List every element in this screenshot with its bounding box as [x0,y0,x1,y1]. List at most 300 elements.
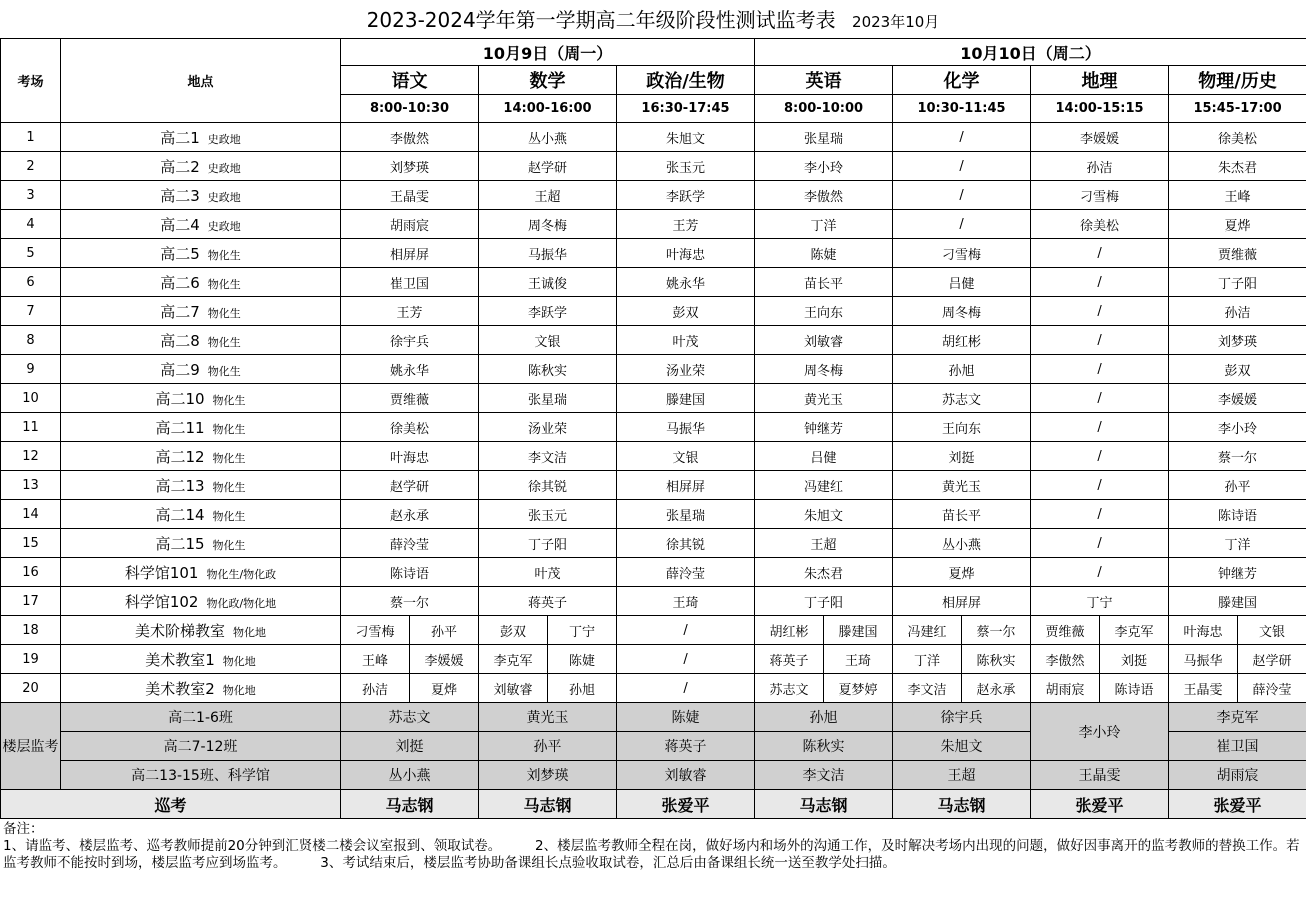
header-location: 地点 [61,39,341,123]
proctor-cell: 冯建红 [893,616,962,645]
room-number: 10 [1,384,61,413]
subject-combo-tag: 物化生 [207,364,241,378]
proctor-cell: 徐宇兵 [341,326,479,355]
location-cell [61,616,341,645]
table-row [1,326,1306,355]
location-name: 高二11 [155,418,205,437]
proctor-cell: / [1031,558,1169,587]
proctor-cell: / [617,616,755,645]
subject-combo-tag: 物化生 [207,248,241,262]
proctor-cell: 王芳 [617,210,755,239]
patrol-proctor: 马志钢 [479,790,617,819]
proctor-cell: 徐美松 [1031,210,1169,239]
proctor-cell: 刘梦瑛 [1169,326,1306,355]
location-cell [61,123,341,152]
proctor-cell: 蔡一尔 [1169,442,1306,471]
room-number: 18 [1,616,61,645]
proctor-cell: 陈诗语 [1100,674,1169,703]
proctor-cell: 赵学研 [479,152,617,181]
location-cell [61,181,341,210]
proctor-cell: / [1031,413,1169,442]
floor-proctor: 苏志文 [341,703,479,732]
room-number: 2 [1,152,61,181]
table-row [1,558,1306,587]
proctor-cell: 相屏屏 [341,239,479,268]
table-row [1,442,1306,471]
proctor-cell: 黄光玉 [755,384,893,413]
proctor-cell: 滕建国 [824,616,893,645]
floor-proctor: 徐宇兵 [893,703,1031,732]
proctor-cell: 吕健 [755,442,893,471]
proctor-cell: / [1031,500,1169,529]
proctor-cell: 周冬梅 [893,297,1031,326]
proctor-cell: 胡红彬 [755,616,824,645]
notes-head: 备注： [3,821,44,837]
time-header: 14:00-16:00 [479,95,617,123]
table-row [1,123,1306,152]
location-name: 高二9 [160,360,200,379]
proctor-cell: 贾维薇 [1031,616,1100,645]
proctor-cell: 赵永承 [962,674,1031,703]
proctor-cell: 胡雨宸 [341,210,479,239]
proctor-cell: 丁子阳 [479,529,617,558]
proctor-cell: 刁雪梅 [893,239,1031,268]
table-row [1,500,1306,529]
floor-proctor: 王超 [893,761,1031,790]
table-row [1,152,1306,181]
proctor-cell: 薛泠莹 [341,529,479,558]
proctor-cell: 徐其锐 [479,471,617,500]
table-row [1,587,1306,616]
location-name: 美术阶梯教室 [134,621,225,640]
proctor-cell: 薛泠莹 [617,558,755,587]
proctor-cell: 朱旭文 [755,500,893,529]
proctor-cell: 孙旭 [893,355,1031,384]
table-row [1,529,1306,558]
location-cell [61,326,341,355]
proctor-cell: 崔卫国 [341,268,479,297]
table-row [1,181,1306,210]
location-cell [61,268,341,297]
proctor-cell: 彭双 [617,297,755,326]
floor-proctor: 刘挺 [341,732,479,761]
location-name: 高二10 [155,389,205,408]
proctor-cell: 冯建红 [755,471,893,500]
floor-proctor: 崔卫国 [1169,732,1306,761]
proctor-cell: 李文洁 [893,674,962,703]
patrol-row [1,790,1306,819]
floor-proctor: 陈秋实 [755,732,893,761]
proctor-cell: 孙洁 [1031,152,1169,181]
proctor-cell: 刘梦瑛 [341,152,479,181]
subject-header: 语文 [341,66,479,95]
proctor-cell: 丁子阳 [755,587,893,616]
proctor-cell: 丁洋 [755,210,893,239]
subject-header: 数学 [479,66,617,95]
proctor-cell: 王向东 [755,297,893,326]
location-name: 美术教室2 [145,679,215,698]
location-name: 美术教室1 [145,650,215,669]
location-cell [61,384,341,413]
proctor-cell: 叶海忠 [617,239,755,268]
location-cell [61,210,341,239]
proctor-cell: 孙洁 [341,674,410,703]
proctor-cell: 赵永承 [341,500,479,529]
proctor-cell: 叶茂 [479,558,617,587]
proctor-cell: 张玉元 [617,152,755,181]
subject-combo-tag: 物化地 [222,683,256,697]
proctor-cell: 王超 [755,529,893,558]
room-number: 4 [1,210,61,239]
proctor-cell: 王峰 [1169,181,1306,210]
time-header: 15:45-17:00 [1169,95,1306,123]
subject-header: 政治/生物 [617,66,755,95]
proctor-cell: 朱杰君 [755,558,893,587]
proctor-cell: 钟继芳 [755,413,893,442]
proctor-cell: 孙平 [410,616,479,645]
title-text: 2023-2024学年第一学期高二年级阶段性测试监考表 [366,8,836,32]
proctor-cell: 苏志文 [755,674,824,703]
patrol-proctor: 马志钢 [755,790,893,819]
proctor-cell: 张星瑞 [755,123,893,152]
proctor-cell: / [1031,355,1169,384]
table-row [1,616,1306,645]
subject-combo-tag: 物化生 [212,538,246,552]
proctor-cell: 苏志文 [893,384,1031,413]
proctor-cell: 王琦 [617,587,755,616]
proctor-cell: 吕健 [893,268,1031,297]
proctor-cell: 贾维薇 [1169,239,1306,268]
subject-combo-tag: 物化生 [207,306,241,320]
proctor-cell: 夏烨 [893,558,1031,587]
notes-body: 1、请监考、楼层监考、巡考教师提前20分钟到汇贤楼二楼会议室报到、领取试卷。 2、楼层监考教师全程在岗，做好场内和场外的沟通工作，及时解决考场内出现的问题，做好因事离开的监考教师的替换工作。若监考教师不能按时到场，楼层监考应到场监考。 3、考试结束后，楼层监考协助备课组长点验收取试卷，汇总后由备课组长统一送至教学处扫描。 [3,838,1300,871]
proctor-cell: / [893,123,1031,152]
page-title [0,0,1306,38]
patrol-label: 巡考 [1,790,341,819]
proctor-cell: 丁洋 [1169,529,1306,558]
proctor-cell: 姚永华 [341,355,479,384]
floor-area: 高二7-12班 [61,732,341,761]
proctor-cell: 王超 [479,181,617,210]
proctor-cell: 胡红彬 [893,326,1031,355]
proctor-cell: 李媛媛 [1169,384,1306,413]
room-number: 15 [1,529,61,558]
proctor-cell: / [893,181,1031,210]
subject-combo-tag: 物化政/物化地 [206,596,277,610]
proctor-cell: 刘敏睿 [755,326,893,355]
room-number: 14 [1,500,61,529]
patrol-proctor: 马志钢 [341,790,479,819]
proctor-cell: 姚永华 [617,268,755,297]
location-cell [61,297,341,326]
patrol-proctor: 张爱平 [1169,790,1306,819]
proctor-cell: 夏烨 [1169,210,1306,239]
floor-area: 高二13-15班、科学馆 [61,761,341,790]
table-row [1,210,1306,239]
subject-header: 化学 [893,66,1031,95]
location-name: 高二4 [160,215,200,234]
table-row [1,471,1306,500]
title-date: 2023年10月 [852,13,940,31]
proctor-cell: 薛泠莹 [1238,674,1306,703]
location-name: 高二14 [155,505,205,524]
location-name: 高二6 [160,273,200,292]
location-cell [61,239,341,268]
proctor-cell: 蔡一尔 [962,616,1031,645]
subject-combo-tag: 史政地 [207,219,241,233]
room-number: 17 [1,587,61,616]
table-row [1,355,1306,384]
room-number: 16 [1,558,61,587]
location-cell [61,413,341,442]
proctor-cell: 刁雪梅 [341,616,410,645]
proctor-cell: 徐美松 [341,413,479,442]
proctor-cell: 陈婕 [755,239,893,268]
proctor-cell: 文银 [1238,616,1306,645]
subject-combo-tag: 物化生 [212,451,246,465]
floor-proctor: 刘梦瑛 [479,761,617,790]
proctor-cell: 李媛媛 [1031,123,1169,152]
proctor-cell: 苗长平 [893,500,1031,529]
proctor-cell: / [617,674,755,703]
subject-combo-tag: 物化生 [212,509,246,523]
proctor-cell: 徐美松 [1169,123,1306,152]
table-row [1,674,1306,703]
proctor-cell: 丁宁 [548,616,617,645]
subject-combo-tag: 史政地 [207,132,241,146]
subject-combo-tag: 史政地 [207,161,241,175]
location-name: 科学馆101 [124,563,199,582]
location-name: 科学馆102 [124,592,199,611]
proctor-cell: 蒋英子 [755,645,824,674]
proctor-cell: 夏梦婷 [824,674,893,703]
proctor-cell: 陈婕 [548,645,617,674]
floor-proctor: 李克军 [1169,703,1306,732]
table-row [1,413,1306,442]
proctor-cell: 陈秋实 [962,645,1031,674]
proctor-cell: 相屏屏 [617,471,755,500]
location-name: 高二1 [160,128,200,147]
proctor-cell: 丁洋 [893,645,962,674]
subject-header: 物理/历史 [1169,66,1306,95]
proctor-cell: 黄光玉 [893,471,1031,500]
location-name: 高二15 [155,534,205,553]
proctor-cell: 李媛媛 [410,645,479,674]
proctor-cell: 赵学研 [341,471,479,500]
floor-proctor: 刘敏睿 [617,761,755,790]
subject-combo-tag: 物化生 [212,422,246,436]
proctor-cell: 王晶雯 [341,181,479,210]
time-header: 16:30-17:45 [617,95,755,123]
room-number: 12 [1,442,61,471]
proctor-cell: 蔡一尔 [341,587,479,616]
proctor-cell: 赵学研 [1238,645,1306,674]
room-number: 7 [1,297,61,326]
proctor-cell: 汤业荣 [617,355,755,384]
location-cell [61,442,341,471]
floor-proctor: 黄光玉 [479,703,617,732]
proctor-cell: / [1031,326,1169,355]
proctor-cell: 李克军 [479,645,548,674]
floor-label: 楼层监考 [1,703,61,790]
proctor-cell: 徐其锐 [617,529,755,558]
proctor-cell: / [1031,268,1169,297]
proctor-cell: 孙洁 [1169,297,1306,326]
location-name: 高二2 [160,157,200,176]
time-header: 10:30-11:45 [893,95,1031,123]
proctor-cell: 叶茂 [617,326,755,355]
proctor-cell: 滕建国 [1169,587,1306,616]
room-number: 11 [1,413,61,442]
proctor-cell: 李傲然 [341,123,479,152]
proctor-cell: / [1031,239,1169,268]
floor-proctor: 朱旭文 [893,732,1031,761]
subject-combo-tag: 物化生 [207,277,241,291]
proctor-cell: 丛小燕 [893,529,1031,558]
proctor-cell: 相屏屏 [893,587,1031,616]
time-header: 8:00-10:30 [341,95,479,123]
notes [0,819,1306,874]
proctor-cell: 马振华 [479,239,617,268]
table-row [1,645,1306,674]
location-name: 高二3 [160,186,200,205]
location-cell [61,674,341,703]
room-number: 9 [1,355,61,384]
subject-combo-tag: 物化生 [212,393,246,407]
subject-combo-tag: 物化生/物化政 [206,567,277,581]
proctor-cell: 李跃学 [479,297,617,326]
proctor-cell: 刘敏睿 [479,674,548,703]
room-number: 8 [1,326,61,355]
patrol-proctor: 马志钢 [893,790,1031,819]
proctor-cell: 彭双 [479,616,548,645]
table-row [1,297,1306,326]
proctor-cell: 刁雪梅 [1031,181,1169,210]
subject-combo-tag: 物化生 [207,335,241,349]
proctor-cell: / [893,210,1031,239]
proctor-cell: 张星瑞 [479,384,617,413]
proctor-cell: 朱旭文 [617,123,755,152]
location-name: 高二5 [160,244,200,263]
floor-proctor: 王晶雯 [1031,761,1169,790]
schedule-table [0,38,1306,819]
proctor-cell: / [1031,442,1169,471]
subject-combo-tag: 史政地 [207,190,241,204]
proctor-cell: 丁子阳 [1169,268,1306,297]
proctor-cell: 马振华 [617,413,755,442]
floor-proctor: 李小玲 [1031,703,1169,761]
location-cell [61,558,341,587]
floor-proctor: 孙旭 [755,703,893,732]
header-room: 考场 [1,39,61,123]
floor-proctor: 丛小燕 [341,761,479,790]
proctor-cell: 叶海忠 [1169,616,1238,645]
header-day1: 10月9日（周一） [341,39,755,66]
room-number: 5 [1,239,61,268]
proctor-cell: 贾维薇 [341,384,479,413]
proctor-cell: / [893,152,1031,181]
floor-proctor: 胡雨宸 [1169,761,1306,790]
proctor-cell: 周冬梅 [479,210,617,239]
proctor-cell: / [617,645,755,674]
proctor-cell: 王晶雯 [1169,674,1238,703]
patrol-proctor: 张爱平 [617,790,755,819]
proctor-cell: 陈秋实 [479,355,617,384]
location-name: 高二8 [160,331,200,350]
proctor-cell: 王峰 [341,645,410,674]
proctor-cell: 蒋英子 [479,587,617,616]
proctor-cell: 滕建国 [617,384,755,413]
proctor-cell: 王芳 [341,297,479,326]
patrol-proctor: 张爱平 [1031,790,1169,819]
subject-combo-tag: 物化生 [212,480,246,494]
floor-proctor: 孙平 [479,732,617,761]
proctor-cell: 王向东 [893,413,1031,442]
time-header: 8:00-10:00 [755,95,893,123]
proctor-cell: 李小玲 [755,152,893,181]
room-number: 3 [1,181,61,210]
table-row [1,239,1306,268]
table-row [1,384,1306,413]
proctor-cell: 彭双 [1169,355,1306,384]
proctor-cell: 张星瑞 [617,500,755,529]
proctor-cell: 孙旭 [548,674,617,703]
proctor-cell: 刘挺 [893,442,1031,471]
proctor-cell: / [1031,297,1169,326]
location-cell [61,152,341,181]
time-header: 14:00-15:15 [1031,95,1169,123]
proctor-cell: 孙平 [1169,471,1306,500]
proctor-cell: 周冬梅 [755,355,893,384]
proctor-cell: 李跃学 [617,181,755,210]
location-cell [61,355,341,384]
subject-combo-tag: 物化地 [222,654,256,668]
proctor-cell: 苗长平 [755,268,893,297]
header-day2: 10月10日（周二） [755,39,1306,66]
proctor-cell: 刘挺 [1100,645,1169,674]
proctor-cell: 朱杰君 [1169,152,1306,181]
room-number: 13 [1,471,61,500]
floor-row [1,761,1306,790]
table-row [1,268,1306,297]
proctor-cell: 李小玲 [1169,413,1306,442]
proctor-cell: 马振华 [1169,645,1238,674]
location-cell [61,500,341,529]
room-number: 20 [1,674,61,703]
proctor-cell: 胡雨宸 [1031,674,1100,703]
location-cell [61,529,341,558]
proctor-cell: 文银 [479,326,617,355]
room-number: 19 [1,645,61,674]
proctor-cell: 汤业荣 [479,413,617,442]
proctor-cell: 叶海忠 [341,442,479,471]
location-cell [61,471,341,500]
location-cell [61,645,341,674]
floor-area: 高二1-6班 [61,703,341,732]
proctor-cell: 文银 [617,442,755,471]
proctor-cell: 陈诗语 [341,558,479,587]
location-cell [61,587,341,616]
proctor-cell: 王诚俊 [479,268,617,297]
proctor-cell: / [1031,471,1169,500]
proctor-cell: / [1031,384,1169,413]
proctor-cell: 李傲然 [1031,645,1100,674]
proctor-cell: 李文洁 [479,442,617,471]
proctor-cell: 王琦 [824,645,893,674]
floor-row [1,703,1306,732]
subject-combo-tag: 物化地 [233,625,266,639]
proctor-cell: 李傲然 [755,181,893,210]
